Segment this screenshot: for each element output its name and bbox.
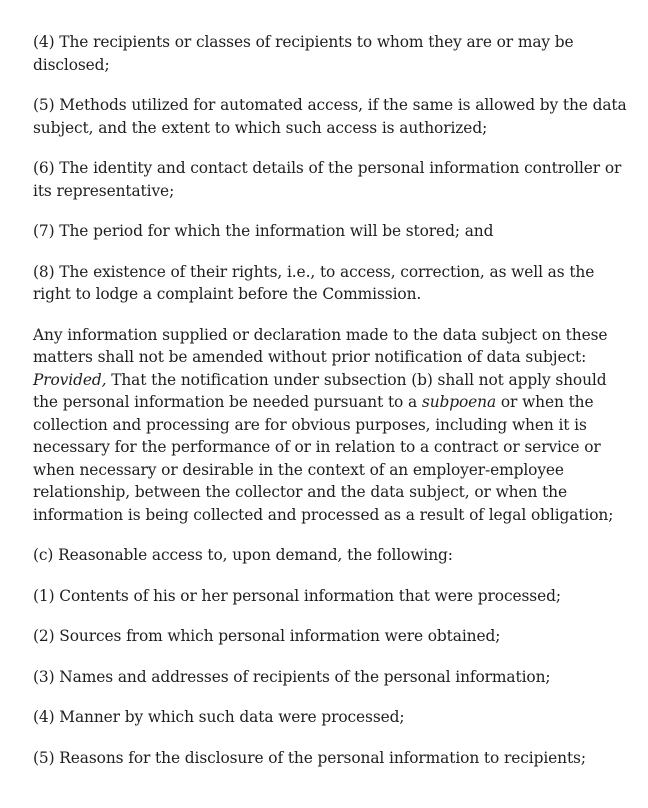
paragraph-rights: (8) The existence of their rights, i.e., to access, correction, as well as the right to lodge a complaint before the Commission. [33,262,595,303]
paragraph-automated-access: (5) Methods utilized for automated access, if the same is allowed by the data subject, and the extent to which such access is authorized; [33,96,627,137]
proviso-subpoena: subpoena [421,393,497,411]
paragraph-controller-identity: (6) The identity and contact details of the personal information controller or its representative; [33,159,622,200]
proviso-text-1: Any information supplied or declaration made to the data subject on these matters shall not be amended without prior notification of data subject: [33,325,608,366]
proviso-text-3: or when the collection and processing are for obvious purposes, including when it is necessary for the performance of or in relation to a contract or service or when necessary or desirable in the context of an employer-employee relationship, between the collector and the data subject, or when the information is being collected and processed as a result of legal obligation; [33,393,614,524]
proviso-text-2: That the notification under subsection (b) shall not apply should the personal information be needed pursuant to a [33,370,607,411]
proviso-provided: Provided, [33,370,107,389]
paragraph-sources: (2) Sources from which personal information were obtained; [33,627,501,645]
paragraph-manner: (4) Manner by which such data were processed; [33,708,405,726]
paragraph-reasonable-access: (c) Reasonable access to, upon demand, the following: [33,546,453,564]
paragraph-names-addresses: (3) Names and addresses of recipients of the personal information; [33,667,551,686]
paragraph-storage-period: (7) The period for which the information will be stored; and [33,222,494,240]
paragraph-recipients: (4) The recipients or classes of recipients to whom they are or may be disclosed; [33,33,574,74]
paragraph-disclosure-reasons: (5) Reasons for the disclosure of the personal information to recipients; [33,748,586,767]
paragraph-proviso [33,324,628,527]
paragraph-contents: (1) Contents of his or her personal information that were processed; [33,586,561,605]
